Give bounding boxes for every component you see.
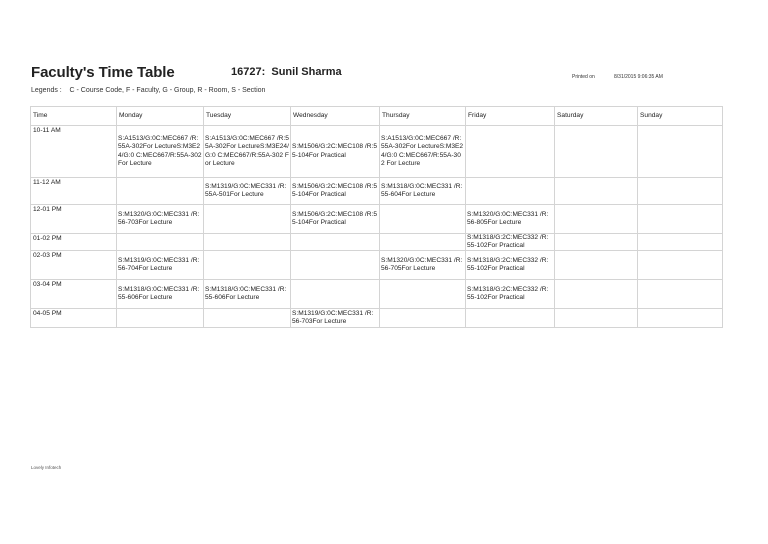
schedule-cell: S:A1513/G:0C:MEC667 /R: 55A-302For LectureS:M3E24/G:0 C:MEC667/R:55A-302For Lecture	[117, 126, 204, 178]
schedule-cell	[204, 234, 291, 251]
schedule-cell	[555, 205, 638, 234]
time-slot-cell: 10-11 AM	[31, 126, 117, 178]
table-row	[31, 178, 723, 205]
table-row	[31, 234, 723, 251]
table-row	[31, 280, 723, 309]
schedule-cell	[291, 251, 380, 280]
schedule-cell	[117, 178, 204, 205]
schedule-cell: S:M1320/G:0C:MEC331 /R: 56-805For Lecture	[466, 205, 555, 234]
table-row	[31, 251, 723, 280]
printed-on-label: Printed on	[572, 74, 595, 80]
schedule-cell: S:M1506/G:2C:MEC108 /R:55-104For Practical	[291, 178, 380, 205]
time-slot-cell: 11-12 AM	[31, 178, 117, 205]
schedule-cell	[555, 178, 638, 205]
footer-credit: Lovely Infotech	[31, 465, 62, 470]
table-header-row	[31, 107, 723, 126]
schedule-cell	[380, 280, 466, 309]
column-header-friday: Friday	[466, 107, 555, 126]
page-title: Faculty's Time Table	[31, 64, 175, 81]
schedule-cell	[466, 126, 555, 178]
schedule-cell: S:M1319/G:0C:MEC331 /R:56-704For Lecture	[117, 251, 204, 280]
schedule-cell: S:A1513/G:0C:MEC667 /R:55A-302For LectureS:M3E24/G:0 C:MEC667/R:55A-302 For Lecture	[380, 126, 466, 178]
time-slot-cell: 04-05 PM	[31, 309, 117, 328]
time-slot-cell: 02-03 PM	[31, 251, 117, 280]
schedule-cell: S:A1513/G:0C:MEC667 /R:55A-302For LectureS:M3E24/G:0 C:MEC667/R:55A-302 For Lecture	[204, 126, 291, 178]
schedule-cell: S:M1318/G:2C:MEC332 /R: 55-102For Practical	[466, 251, 555, 280]
schedule-cell	[380, 309, 466, 328]
time-slot-cell: 12-01 PM	[31, 205, 117, 234]
schedule-cell	[555, 251, 638, 280]
schedule-cell: S:M1320/G:0C:MEC331 /R:56-703For Lecture	[117, 205, 204, 234]
schedule-cell: S:M1506/G:2C:MEC108 /R:55-104For Practical	[291, 205, 380, 234]
schedule-cell	[638, 126, 723, 178]
schedule-cell	[638, 234, 723, 251]
schedule-cell	[117, 234, 204, 251]
schedule-cell	[555, 234, 638, 251]
schedule-cell: S:M1318/G:2C:MEC332 /R: 55-102For Practical	[466, 280, 555, 309]
schedule-cell	[291, 234, 380, 251]
schedule-cell	[380, 234, 466, 251]
column-header-thursday: Thursday	[380, 107, 466, 126]
column-header-sunday: Sunday	[638, 107, 723, 126]
schedule-cell: S:M1318/G:0C:MEC331 /R:55-606For Lecture	[204, 280, 291, 309]
schedule-cell: S:M1318/G:0C:MEC331 /R:55-606For Lecture	[117, 280, 204, 309]
time-slot-cell: 03-04 PM	[31, 280, 117, 309]
schedule-cell	[555, 309, 638, 328]
schedule-cell: S:M1320/G:0C:MEC331 /R:56-705For Lecture	[380, 251, 466, 280]
timetable	[30, 106, 723, 328]
column-header-saturday: Saturday	[555, 107, 638, 126]
column-header-tuesday: Tuesday	[204, 107, 291, 126]
schedule-cell	[638, 309, 723, 328]
schedule-cell	[466, 309, 555, 328]
schedule-cell	[555, 280, 638, 309]
schedule-cell	[204, 205, 291, 234]
schedule-cell	[638, 205, 723, 234]
table-row	[31, 205, 723, 234]
schedule-cell	[204, 309, 291, 328]
schedule-cell	[638, 178, 723, 205]
faculty-name: 16727: Sunil Sharma	[231, 66, 342, 78]
schedule-cell: S:M1318/G:0C:MEC331 /R: 55-604For Lecture	[380, 178, 466, 205]
schedule-cell	[291, 280, 380, 309]
column-header-time: Time	[31, 107, 117, 126]
schedule-cell: S:M1318/G:2C:MEC332 /R: 55-102For Practical	[466, 234, 555, 251]
column-header-wednesday: Wednesday	[291, 107, 380, 126]
schedule-cell	[204, 251, 291, 280]
legends-text: Legends : C - Course Code, F - Faculty, G - Group, R - Room, S - Section	[31, 87, 266, 94]
printed-on-date: 8/31/2015 9:06:35 AM	[614, 74, 663, 80]
column-header-monday: Monday	[117, 107, 204, 126]
schedule-cell	[466, 178, 555, 205]
schedule-cell	[638, 251, 723, 280]
schedule-cell: S:M1319/G:0C:MEC331 /R: 56-703For Lecture	[291, 309, 380, 328]
schedule-cell	[638, 280, 723, 309]
schedule-cell	[555, 126, 638, 178]
schedule-cell: S:M1506/G:2C:MEC108 /R:55-104For Practical	[291, 126, 380, 178]
table-row	[31, 309, 723, 328]
time-slot-cell: 01-02 PM	[31, 234, 117, 251]
schedule-cell: S:M1319/G:0C:MEC331 /R:55A-501For Lecture	[204, 178, 291, 205]
table-row	[31, 126, 723, 178]
schedule-cell	[117, 309, 204, 328]
schedule-cell	[380, 205, 466, 234]
